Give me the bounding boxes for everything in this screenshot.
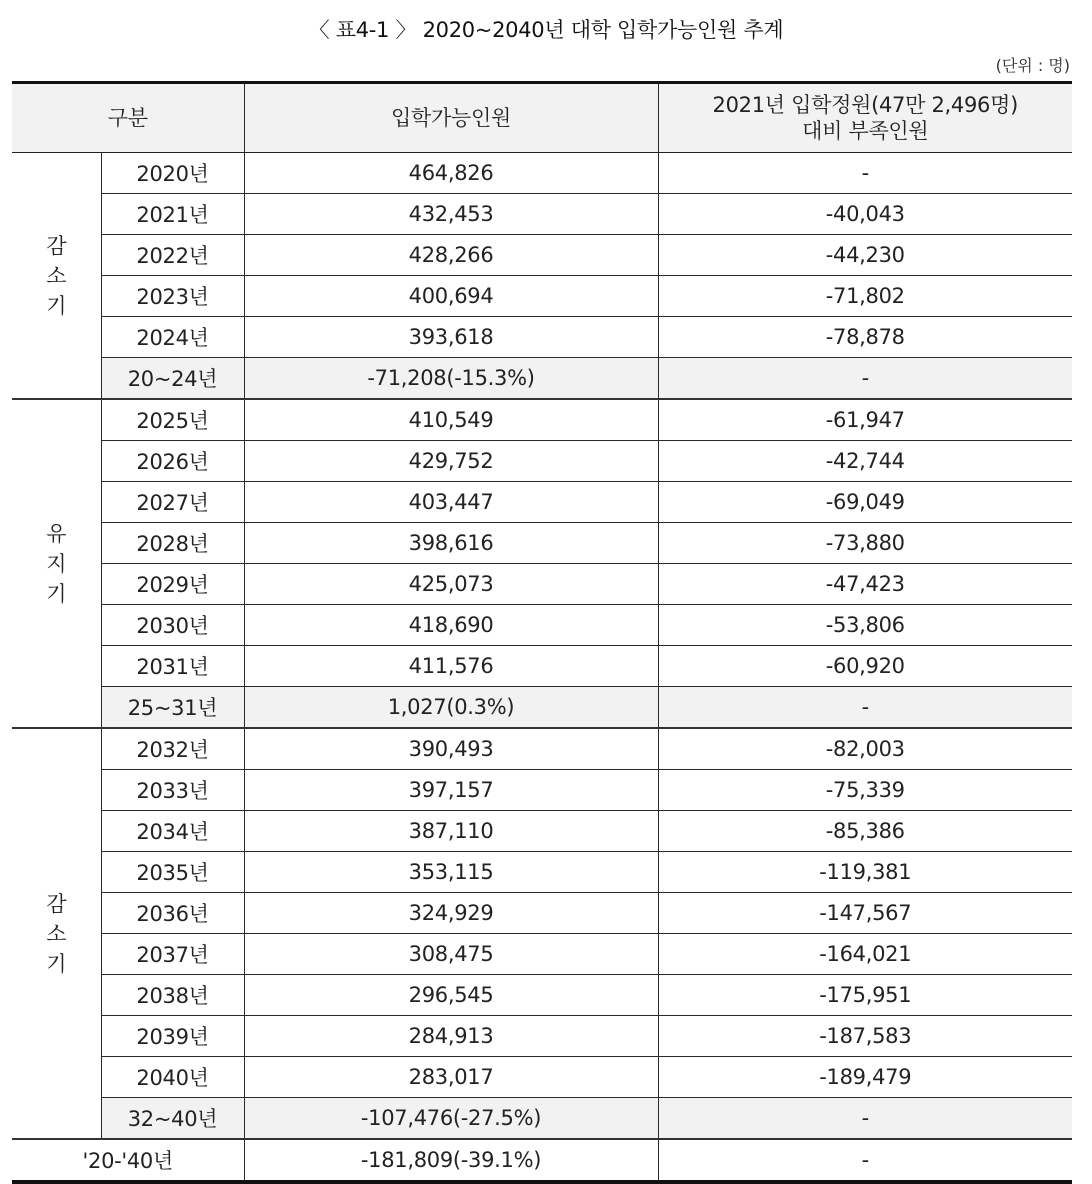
shortfall-cell: -189,479 xyxy=(658,1057,1072,1098)
subtotal-shortfall-cell: - xyxy=(658,358,1072,400)
table-row xyxy=(12,235,1072,276)
shortfall-cell: -73,880 xyxy=(658,523,1072,564)
shortfall-cell: -82,003 xyxy=(658,728,1072,770)
year-cell: 2039년 xyxy=(101,1016,244,1057)
admission-capacity-table xyxy=(12,81,1072,1184)
table-row xyxy=(12,317,1072,358)
table-row xyxy=(12,934,1072,975)
year-cell: 2037년 xyxy=(101,934,244,975)
subtotal-shortfall-cell: - xyxy=(658,687,1072,729)
available-cell: 410,549 xyxy=(244,399,658,441)
year-cell: 2024년 xyxy=(101,317,244,358)
year-cell: 2038년 xyxy=(101,975,244,1016)
available-cell: 400,694 xyxy=(244,276,658,317)
table-title: 〈 표4-1 〉 2020~2040년 대학 입학가능인원 추계 xyxy=(308,18,784,42)
table-row xyxy=(12,194,1072,235)
unit-note: (단위 : 명) xyxy=(995,56,1070,75)
header-available: 입학가능인원 xyxy=(244,83,658,153)
shortfall-cell: -53,806 xyxy=(658,605,1072,646)
shortfall-cell: -75,339 xyxy=(658,770,1072,811)
year-cell: 2031년 xyxy=(101,646,244,687)
available-cell: 418,690 xyxy=(244,605,658,646)
shortfall-cell: -40,043 xyxy=(658,194,1072,235)
table-row xyxy=(12,441,1072,482)
subtotal-available-cell: -107,476(-27.5%) xyxy=(244,1098,658,1140)
available-cell: 324,929 xyxy=(244,893,658,934)
shortfall-cell: -61,947 xyxy=(658,399,1072,441)
available-cell: 425,073 xyxy=(244,564,658,605)
table-row xyxy=(12,482,1072,523)
available-cell: 284,913 xyxy=(244,1016,658,1057)
group-label-decline-2 xyxy=(12,728,101,1139)
group-label-char: 감 xyxy=(46,233,67,258)
shortfall-cell: - xyxy=(658,153,1072,194)
available-cell: 283,017 xyxy=(244,1057,658,1098)
shortfall-cell: -119,381 xyxy=(658,852,1072,893)
year-cell: 2036년 xyxy=(101,893,244,934)
year-cell: 2021년 xyxy=(101,194,244,235)
shortfall-cell: -175,951 xyxy=(658,975,1072,1016)
table-row xyxy=(12,728,1072,770)
group-label-char: 유 xyxy=(46,521,67,546)
shortfall-cell: -85,386 xyxy=(658,811,1072,852)
table-row xyxy=(12,1057,1072,1098)
header-category: 구분 xyxy=(12,83,244,153)
year-cell: 2033년 xyxy=(101,770,244,811)
subtotal-row xyxy=(12,1098,1072,1140)
group-label-char: 기 xyxy=(46,581,67,606)
shortfall-cell: -78,878 xyxy=(658,317,1072,358)
group-label-char: 소 xyxy=(46,263,67,288)
table-row xyxy=(12,276,1072,317)
table-row xyxy=(12,605,1072,646)
year-cell: 2027년 xyxy=(101,482,244,523)
available-cell: 429,752 xyxy=(244,441,658,482)
subtotal-period-cell: 20~24년 xyxy=(101,358,244,400)
available-cell: 390,493 xyxy=(244,728,658,770)
total-shortfall-cell: - xyxy=(658,1139,1072,1182)
table-row xyxy=(12,975,1072,1016)
available-cell: 403,447 xyxy=(244,482,658,523)
available-cell: 393,618 xyxy=(244,317,658,358)
subtotal-available-cell: 1,027(0.3%) xyxy=(244,687,658,729)
subtotal-row xyxy=(12,358,1072,400)
group-label-char: 감 xyxy=(46,891,67,916)
year-cell: 2026년 xyxy=(101,441,244,482)
shortfall-cell: -60,920 xyxy=(658,646,1072,687)
table-row xyxy=(12,646,1072,687)
shortfall-cell: -71,802 xyxy=(658,276,1072,317)
table-row xyxy=(12,893,1072,934)
subtotal-period-cell: 32~40년 xyxy=(101,1098,244,1140)
available-cell: 398,616 xyxy=(244,523,658,564)
subtotal-shortfall-cell: - xyxy=(658,1098,1072,1140)
group-label-char: 소 xyxy=(46,921,67,946)
table-row xyxy=(12,770,1072,811)
subtotal-period-cell: 25~31년 xyxy=(101,687,244,729)
table-row xyxy=(12,1016,1072,1057)
total-period-cell: '20-'40년 xyxy=(12,1139,244,1182)
year-cell: 2028년 xyxy=(101,523,244,564)
available-cell: 387,110 xyxy=(244,811,658,852)
group-label-char: 지 xyxy=(46,551,67,576)
shortfall-cell: -69,049 xyxy=(658,482,1072,523)
subtotal-row xyxy=(12,687,1072,729)
header-row xyxy=(12,83,1072,153)
year-cell: 2030년 xyxy=(101,605,244,646)
header-shortfall-line1: 2021년 입학정원(47만 2,496명) xyxy=(712,93,1018,117)
year-cell: 2022년 xyxy=(101,235,244,276)
available-cell: 464,826 xyxy=(244,153,658,194)
table-row xyxy=(12,399,1072,441)
table-row xyxy=(12,811,1072,852)
shortfall-cell: -47,423 xyxy=(658,564,1072,605)
shortfall-cell: -42,744 xyxy=(658,441,1072,482)
year-cell: 2032년 xyxy=(101,728,244,770)
group-label-char: 기 xyxy=(46,293,67,318)
available-cell: 397,157 xyxy=(244,770,658,811)
shortfall-cell: -187,583 xyxy=(658,1016,1072,1057)
shortfall-cell: -164,021 xyxy=(658,934,1072,975)
available-cell: 308,475 xyxy=(244,934,658,975)
table-row xyxy=(12,852,1072,893)
available-cell: 428,266 xyxy=(244,235,658,276)
available-cell: 411,576 xyxy=(244,646,658,687)
table-row xyxy=(12,564,1072,605)
header-shortfall xyxy=(658,83,1072,153)
year-cell: 2034년 xyxy=(101,811,244,852)
year-cell: 2040년 xyxy=(101,1057,244,1098)
year-cell: 2020년 xyxy=(101,153,244,194)
group-label-decline-1 xyxy=(12,153,101,400)
shortfall-cell: -147,567 xyxy=(658,893,1072,934)
table-row xyxy=(12,153,1072,194)
year-cell: 2029년 xyxy=(101,564,244,605)
available-cell: 432,453 xyxy=(244,194,658,235)
group-label-char: 기 xyxy=(46,951,67,976)
year-cell: 2035년 xyxy=(101,852,244,893)
shortfall-cell: -44,230 xyxy=(658,235,1072,276)
year-cell: 2023년 xyxy=(101,276,244,317)
table-row xyxy=(12,523,1072,564)
total-available-cell: -181,809(-39.1%) xyxy=(244,1139,658,1182)
available-cell: 296,545 xyxy=(244,975,658,1016)
subtotal-available-cell: -71,208(-15.3%) xyxy=(244,358,658,400)
header-shortfall-line2: 대비 부족인원 xyxy=(802,119,929,143)
available-cell: 353,115 xyxy=(244,852,658,893)
group-label-maintain xyxy=(12,399,101,728)
year-cell: 2025년 xyxy=(101,399,244,441)
total-row xyxy=(12,1139,1072,1182)
